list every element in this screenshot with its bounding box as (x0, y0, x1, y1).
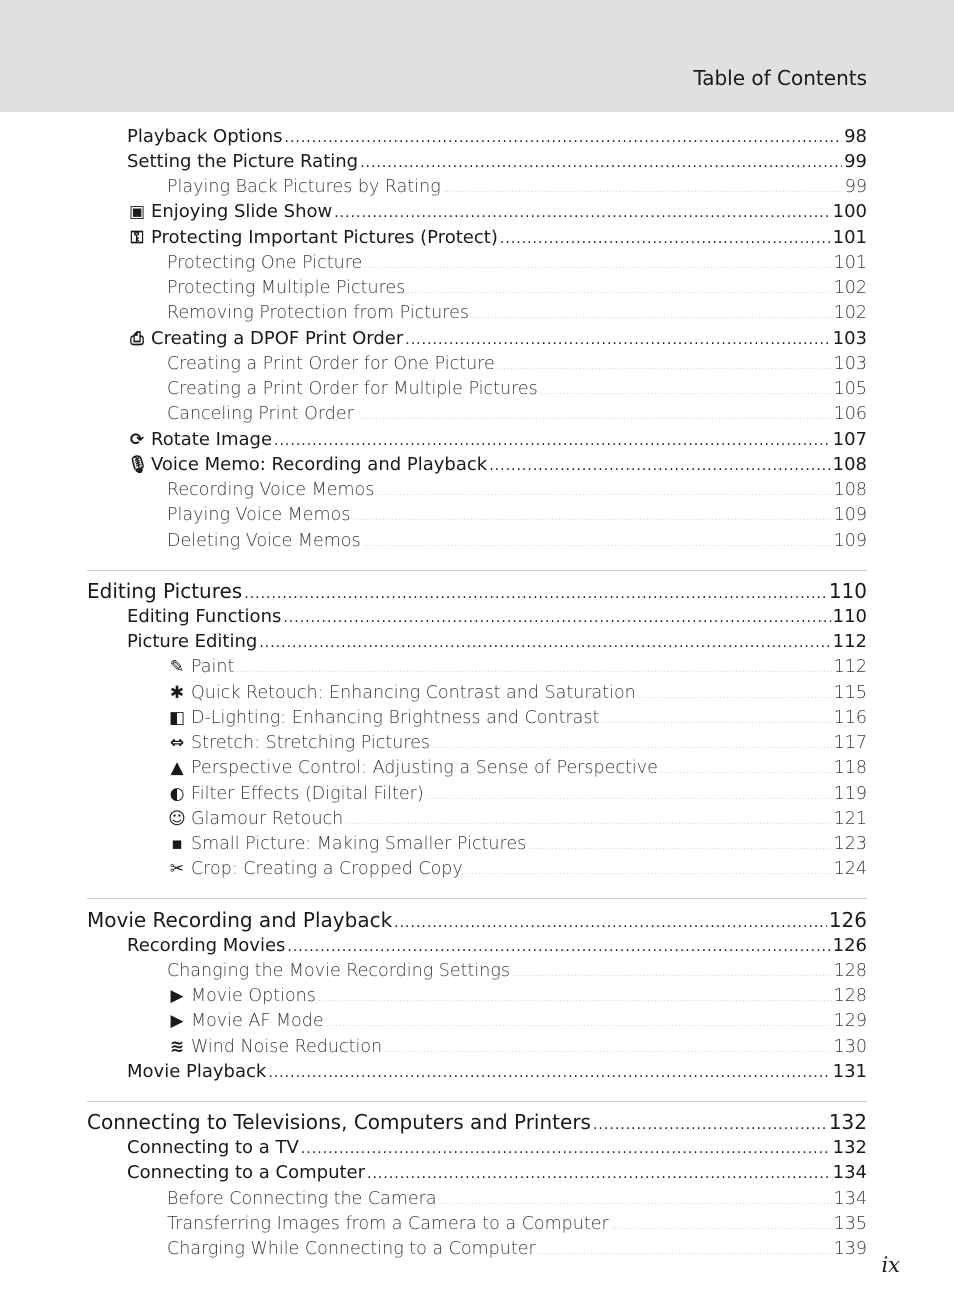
toc-subsection (167, 505, 867, 525)
toc-page-number: 132 (828, 1110, 867, 1134)
toc-entry-text: Connecting to a TV (127, 1137, 299, 1158)
toc-entry-text: Voice Memo: Recording and Playback (151, 454, 488, 475)
toc-entry-label (87, 1110, 591, 1134)
toc-page-number: 123 (833, 834, 867, 854)
toc-entry-text: Connecting to a Computer (127, 1162, 366, 1183)
toc-section (127, 1061, 867, 1082)
toc-page-number: 102 (833, 278, 867, 298)
toc-entry-label (167, 961, 510, 981)
dot-leader (528, 842, 831, 852)
toc-page-number: 139 (833, 1239, 867, 1259)
quick-retouch-icon: ✱ (169, 683, 185, 703)
dot-leader (394, 915, 827, 931)
dot-leader (318, 994, 832, 1004)
toc-entry-label (167, 505, 350, 525)
toc-entry-label (167, 986, 316, 1006)
toc-section (127, 429, 867, 450)
d-lighting-icon: ◧ (168, 708, 186, 728)
toc-page-number: 107 (832, 429, 867, 450)
dot-leader (471, 311, 832, 321)
toc-entry-text: Editing Pictures (87, 579, 243, 603)
section-divider (87, 898, 867, 899)
toc-page-number: 112 (833, 657, 867, 677)
toc-page-number: 130 (833, 1037, 867, 1057)
toc-entry-text: Rotate Image (151, 429, 273, 450)
toc-entry-label (87, 908, 392, 932)
toc-entry-text: Playback Options (127, 126, 283, 147)
page-title: Table of Contents (693, 66, 867, 90)
toc-subsection (167, 708, 867, 728)
toc-subsection (167, 657, 867, 677)
toc-entry-label (127, 201, 332, 222)
toc-subsection (167, 1214, 867, 1234)
toc-page-number: 115 (833, 683, 867, 703)
dot-leader (259, 635, 830, 651)
toc-entry-label (167, 708, 599, 728)
small-picture-icon: ▪ (171, 834, 183, 854)
toc-section (127, 935, 867, 956)
toc-subsection (167, 986, 867, 1006)
toc-subsection (167, 531, 867, 551)
toc-page-number: 121 (833, 809, 867, 829)
toc-entry-text: Canceling Print Order (167, 404, 354, 424)
toc-entry-text: Paint (191, 657, 235, 677)
toc-subsection (167, 480, 867, 500)
toc-entry-text: Before Connecting the Camera (167, 1189, 437, 1209)
toc-subsection (167, 733, 867, 753)
toc-page-number: 132 (832, 1137, 867, 1158)
toc-entry-text: Wind Noise Reduction (191, 1037, 383, 1057)
dot-leader (489, 458, 830, 474)
toc-entry-text: Small Picture: Making Smaller Pictures (191, 834, 527, 854)
toc-entry-label (167, 1037, 382, 1057)
toc-entry-text: Movie Options (191, 986, 316, 1006)
toc-page-number: 101 (833, 253, 867, 273)
toc-page-number: 117 (833, 733, 867, 753)
toc-section (127, 201, 867, 222)
toc-entry-label (167, 278, 405, 298)
toc-section (127, 1137, 867, 1158)
dot-leader (443, 185, 843, 195)
toc-chapter (87, 908, 867, 932)
toc-entry-text: Charging While Connecting to a Computer (167, 1239, 536, 1259)
dot-leader (407, 286, 831, 296)
toc-page-number: 112 (832, 631, 867, 652)
toc-entry-label (167, 859, 463, 879)
toc-page-number: 118 (833, 758, 867, 778)
toc-subsection (167, 834, 867, 854)
toc-entry-text: Protecting Important Pictures (Protect) (151, 227, 498, 248)
toc-page-number: 101 (832, 227, 867, 248)
dot-leader (244, 586, 827, 602)
toc-entry-label (167, 354, 495, 374)
toc-section (127, 151, 867, 172)
paint-brush-icon: ✎ (169, 657, 185, 677)
toc-entry-text: Recording Movies (127, 935, 286, 956)
dot-leader (268, 1065, 830, 1081)
filter-effects-icon: ◐ (169, 784, 185, 804)
toc-entry-label (167, 1011, 324, 1031)
toc-entry-text: Filter Effects (Digital Filter) (191, 784, 424, 804)
toc-entry-label (127, 631, 257, 652)
toc-entry-text: Protecting One Picture (167, 253, 363, 273)
toc-page-number: 135 (833, 1214, 867, 1234)
toc-entry-text: Stretch: Stretching Pictures (191, 733, 431, 753)
toc-entry-label (127, 1162, 365, 1183)
toc-entry-label (167, 253, 362, 273)
toc-subsection (167, 253, 867, 273)
dot-leader (500, 231, 831, 247)
toc-page-number: 134 (832, 1162, 867, 1183)
toc-entry-label (127, 151, 358, 172)
toc-entry-label (167, 733, 430, 753)
dot-leader (593, 1117, 827, 1133)
dot-leader (405, 332, 830, 348)
toc-page-number: 106 (833, 404, 867, 424)
toc-entry-label (167, 834, 526, 854)
toc-entry-label (127, 429, 272, 450)
toc-page-number: 116 (833, 708, 867, 728)
page-number: ix (881, 1253, 900, 1277)
dot-leader (426, 792, 832, 802)
toc-page-number: 105 (833, 379, 867, 399)
toc-page-number: 98 (844, 126, 867, 147)
toc-subsection (167, 758, 867, 778)
toc-page-number: 110 (828, 579, 867, 603)
toc-section (127, 631, 867, 652)
wind-noise-icon: ≋ (169, 1037, 185, 1057)
toc-entry-text: Changing the Movie Recording Settings (167, 961, 510, 981)
toc-chapter (87, 579, 867, 603)
stretch-icon: ⇔ (169, 733, 185, 753)
toc-entry-text: Creating a Print Order for Multiple Pictures (167, 379, 538, 399)
dot-leader (432, 741, 832, 751)
toc-entry-label (167, 683, 636, 703)
toc-page-number: 99 (844, 151, 867, 172)
dot-leader (236, 665, 831, 675)
toc-page-number: 108 (833, 480, 867, 500)
dot-leader (360, 155, 842, 171)
toc-entry-label (127, 606, 281, 627)
toc-chapter (87, 1110, 867, 1134)
toc-subsection (167, 1011, 867, 1031)
toc-page-number: 124 (833, 859, 867, 879)
header-band (0, 0, 954, 112)
print-order-icon: ⎙ (130, 329, 144, 349)
toc-entry-text: D-Lighting: Enhancing Brightness and Contrast (191, 708, 600, 728)
toc-entry-label (167, 657, 234, 677)
toc-subsection (167, 683, 867, 703)
toc-entry-text: Perspective Control: Adjusting a Sense of Perspective (191, 758, 658, 778)
dot-leader (301, 1141, 831, 1157)
toc-entry-text: Editing Functions (127, 606, 282, 627)
toc-entry-text: Picture Editing (127, 631, 258, 652)
toc-entry-text: Movie AF Mode (191, 1011, 324, 1031)
toc-page-number: 109 (833, 505, 867, 525)
toc-subsection (167, 404, 867, 424)
toc-section (127, 126, 867, 147)
dot-leader (326, 1019, 832, 1029)
toc-subsection (167, 379, 867, 399)
toc-entry-text: Connecting to Televisions, Computers and Printers (87, 1110, 591, 1134)
toc-entry-label (127, 935, 285, 956)
dot-leader (334, 205, 830, 221)
toc-entry-label (167, 784, 424, 804)
toc-entry-text: Enjoying Slide Show (151, 201, 333, 222)
dot-leader (540, 387, 832, 397)
slide-show-icon: ▣ (128, 202, 146, 222)
dot-leader (352, 513, 831, 523)
toc-entry-text: Transferring Images from a Camera to a Computer (167, 1214, 609, 1234)
dot-leader (367, 1166, 831, 1182)
dot-leader (283, 610, 830, 626)
section-divider (87, 570, 867, 571)
toc-page-number: 126 (832, 935, 867, 956)
dot-leader (384, 1045, 831, 1055)
toc-entry-label (167, 531, 361, 551)
perspective-icon: ▲ (170, 758, 184, 778)
dot-leader (465, 867, 832, 877)
toc-entry-text: Movie Recording and Playback (87, 908, 393, 932)
toc-page-number: 131 (832, 1061, 867, 1082)
section-divider (87, 1101, 867, 1102)
toc-subsection (167, 303, 867, 323)
dot-leader (287, 939, 830, 955)
movie-af-icon: ▶ (170, 1011, 184, 1031)
toc-entry-label (127, 328, 403, 349)
toc-subsection (167, 859, 867, 879)
microphone-icon: 🎙 (127, 455, 149, 475)
toc-entry-label (127, 1137, 299, 1158)
toc-section (127, 328, 867, 349)
toc-entry-text: Crop: Creating a Cropped Copy (191, 859, 463, 879)
dot-leader (497, 362, 832, 372)
toc-entry-label (167, 1239, 536, 1259)
toc-subsection (167, 278, 867, 298)
toc-subsection (167, 809, 867, 829)
toc-page-number: 119 (833, 784, 867, 804)
toc-entry-label (167, 1214, 609, 1234)
toc-entry-text: Glamour Retouch (191, 809, 344, 829)
toc-entry-text: Playing Back Pictures by Rating (167, 177, 441, 197)
dot-leader (538, 1247, 832, 1257)
toc-entry-label (167, 404, 354, 424)
toc-section (127, 454, 867, 475)
toc-entry-label (167, 303, 469, 323)
toc-page-number: 109 (833, 531, 867, 551)
toc-subsection (167, 1037, 867, 1057)
toc-entry-label (127, 126, 283, 147)
dot-leader (345, 817, 831, 827)
toc-entry-text: Protecting Multiple Pictures (167, 278, 406, 298)
toc-subsection (167, 1239, 867, 1259)
toc-subsection (167, 1189, 867, 1209)
dot-leader (363, 539, 832, 549)
dot-leader (356, 412, 832, 422)
dot-leader (512, 969, 832, 979)
toc-page-number: 110 (832, 606, 867, 627)
toc-entry-text: Playing Voice Memos (167, 505, 351, 525)
protect-key-icon: ⚿ (130, 228, 144, 248)
toc-entry-label (167, 379, 538, 399)
toc-entry-label (167, 809, 343, 829)
toc-section (127, 227, 867, 248)
crop-icon: ✂ (169, 859, 185, 879)
toc-page-number: 126 (828, 908, 867, 932)
toc-entry-label (167, 177, 441, 197)
toc-page-number: 103 (833, 354, 867, 374)
dot-leader (285, 130, 843, 146)
toc-page-number: 129 (833, 1011, 867, 1031)
toc-entry-text: Quick Retouch: Enhancing Contrast and Saturation (191, 683, 636, 703)
dot-leader (611, 1222, 832, 1232)
toc-section (127, 606, 867, 627)
toc-entry-label (127, 1061, 266, 1082)
dot-leader (638, 691, 832, 701)
toc-entry-label (87, 579, 242, 603)
movie-camera-icon: ▶ (170, 986, 184, 1006)
dot-leader (376, 488, 831, 498)
toc-page-number: 128 (833, 986, 867, 1006)
toc-subsection (167, 961, 867, 981)
toc-entry-label (167, 480, 374, 500)
toc-entry-text: Creating a DPOF Print Order (151, 328, 404, 349)
toc-entry-label (127, 454, 487, 475)
toc-entry-text: Movie Playback (127, 1061, 267, 1082)
toc-page-number: 103 (832, 328, 867, 349)
toc-entry-text: Removing Protection from Pictures (167, 303, 469, 323)
dot-leader (601, 716, 831, 726)
toc-subsection (167, 354, 867, 374)
toc-entry-label (167, 1189, 437, 1209)
toc-page-number: 128 (833, 961, 867, 981)
dot-leader (364, 261, 831, 271)
toc-entry-text: Creating a Print Order for One Picture (167, 354, 495, 374)
toc-page-number: 134 (833, 1189, 867, 1209)
toc-subsection (167, 177, 867, 197)
dot-leader (274, 433, 831, 449)
toc-entry-label (127, 227, 498, 248)
toc-page-number: 99 (844, 177, 867, 197)
toc-entry-text: Recording Voice Memos (167, 480, 375, 500)
toc-entry-label (167, 758, 658, 778)
toc-page-number: 100 (832, 201, 867, 222)
dot-leader (439, 1197, 832, 1207)
rotate-icon: ⟳ (129, 430, 145, 450)
glamour-retouch-icon: ☺ (168, 809, 186, 829)
dot-leader (660, 766, 832, 776)
toc-entry-text: Setting the Picture Rating (127, 151, 359, 172)
toc-subsection (167, 784, 867, 804)
toc-page-number: 102 (833, 303, 867, 323)
toc-section (127, 1162, 867, 1183)
toc-page-number: 108 (832, 454, 867, 475)
toc-entry-text: Deleting Voice Memos (167, 531, 361, 551)
